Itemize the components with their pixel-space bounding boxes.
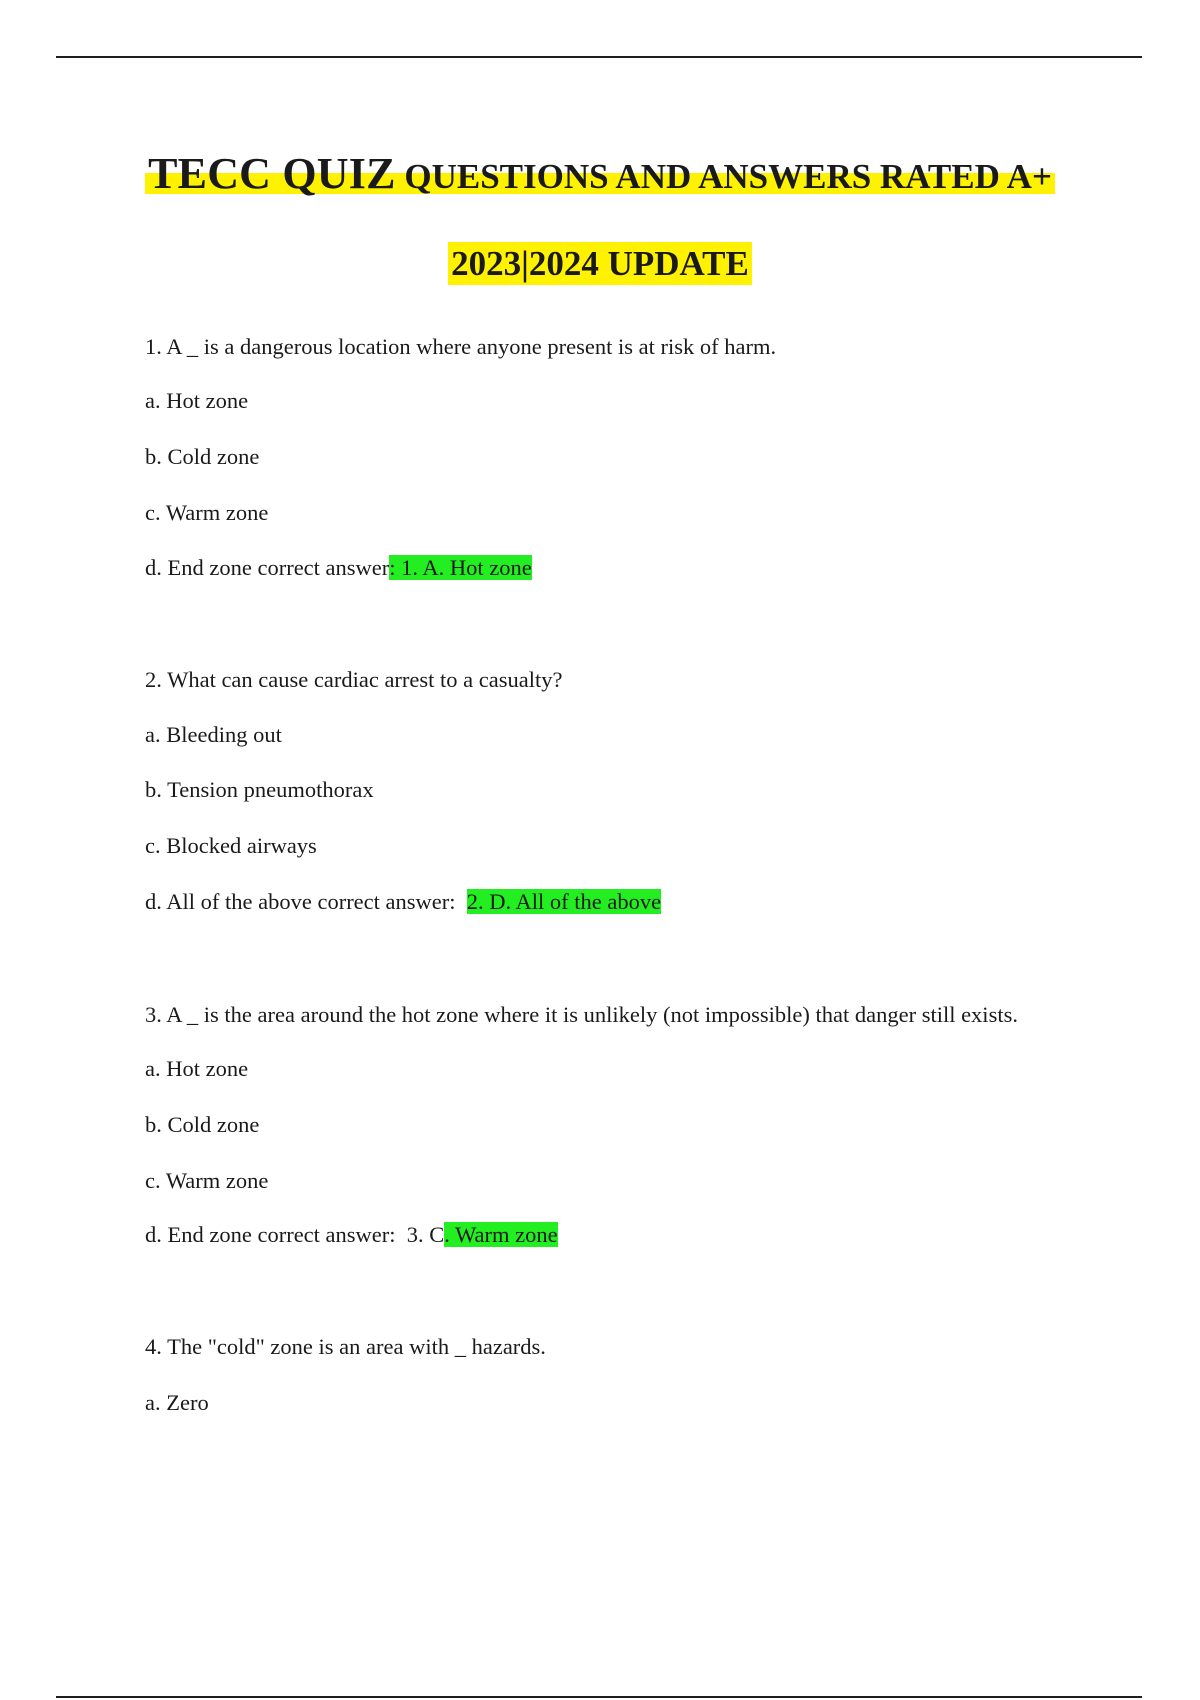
q1-option-a: a. Hot zone bbox=[145, 388, 249, 413]
bottom-rule bbox=[56, 1696, 1142, 1698]
q3-option-c: c. Warm zone bbox=[145, 1168, 269, 1193]
q3-option-a: a. Hot zone bbox=[145, 1056, 249, 1081]
q3-option-b: b. Cold zone bbox=[145, 1112, 260, 1137]
q2-option-c: c. Blocked airways bbox=[145, 833, 317, 858]
q2-option-d: d. All of the above correct answer: 2. D. All of the above bbox=[145, 889, 662, 914]
document-title bbox=[0, 148, 1200, 199]
title-main: TECC QUIZ bbox=[148, 149, 396, 198]
q2-option-b: b. Tension pneumothorax bbox=[145, 777, 374, 802]
question-1: 1. A _ is a dangerous location where anyone present is at risk of harm. bbox=[145, 334, 777, 359]
q1-option-b: b. Cold zone bbox=[145, 444, 260, 469]
q4-option-a: a. Zero bbox=[145, 1390, 209, 1415]
top-rule bbox=[56, 56, 1142, 58]
q2-answer: 2. D. All of the above bbox=[466, 889, 662, 914]
question-3: 3. A _ is the area around the hot zone where it is unlikely (not impossible) that danger still exists. bbox=[145, 1002, 1018, 1027]
q1-answer: : 1. A. Hot zone bbox=[389, 555, 532, 580]
document-subtitle bbox=[0, 244, 1200, 284]
q1-option-d: d. End zone correct answer: 1. A. Hot zone bbox=[145, 555, 532, 580]
question-4: 4. The "cold" zone is an area with _ hazards. bbox=[145, 1334, 546, 1359]
question-2: 2. What can cause cardiac arrest to a casualty? bbox=[145, 667, 563, 692]
title-update: 2023|2024 UPDATE bbox=[448, 242, 752, 285]
q2-option-a: a. Bleeding out bbox=[145, 722, 282, 747]
q3-option-d: d. End zone correct answer: 3. C. Warm zone bbox=[145, 1222, 558, 1247]
q1-option-c: c. Warm zone bbox=[145, 500, 269, 525]
title-rest: QUESTIONS AND ANSWERS RATED A+ bbox=[395, 157, 1052, 196]
q3-answer: . Warm zone bbox=[444, 1222, 558, 1247]
